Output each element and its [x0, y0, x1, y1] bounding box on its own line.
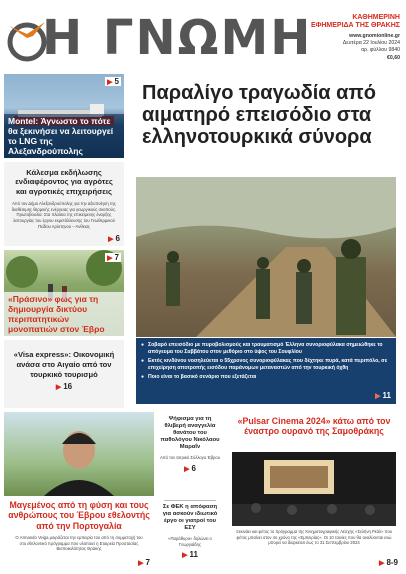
lng-teaser-text: Montel: Άγνωστο το πότε θα ξεκινήσει να λειτουργεί το LNG της Αλεξανδρούπολης — [4, 114, 124, 158]
page-ref-fek: ▶ 11 — [182, 550, 198, 560]
page-ref-call: ▶ 6 — [108, 234, 120, 243]
volunteer-headline: Μαγεμένος από τη φύση και τους ανθρώπους του Έβρου εθελοντής από την Πορτογαλία — [8, 500, 150, 531]
fek-story[interactable] — [158, 504, 222, 570]
call-body: Από τον Δήμο Αλεξανδρούπολης για την αξιοποίηση της διαθέσιμης θερμικής ενέργειας για γεωργικούς σκοπούς. Πρωτοβουλία: Στα πλαίσια της επικείμενης έναρξης λειτουργίας του έργου εκμετάλλευσης του Γεωθερμικού Πεδίου Αρίστηνου – Άνθειας — [11, 201, 117, 229]
price: €0,60 — [387, 54, 400, 61]
column-divider — [164, 500, 216, 501]
marain-story[interactable] — [158, 412, 222, 502]
visa-teaser[interactable] — [4, 340, 124, 408]
cinema-body: Ξεκινάει και φέτος το πρόγραμμα της Κινηματογραφικής Λέσχης «Σελήνη Ρεάλ» που φέτος μπαίνει στον 4ο χρόνο της «Εμπειρίας». Οι 10 ταινίες που θα αναλύονται ενώ μπορεί να διαρκέσει έως το 31 Σεπτεμβρίου 2024 — [235, 529, 393, 546]
issue-date: Δευτέρα 22 Ιουλίου 2024 — [342, 40, 400, 47]
main-story[interactable] — [128, 74, 402, 408]
call-headline: Κάλεσμα εκδήλωσης ενδιαφέροντος για αγρότες και αγροτικές επιχειρήσεις — [15, 168, 113, 196]
lng-teaser[interactable] — [4, 74, 124, 158]
cinema-headline: «Pulsar Cinema 2024» κάτω από τον έναστρο ουρανό της Σαμοθράκης — [237, 416, 391, 437]
main-bullets-box — [136, 338, 396, 404]
page-ref-visa: ▶ 16 — [55, 382, 73, 392]
border-patrol-photo — [136, 177, 396, 337]
masthead — [0, 0, 406, 72]
volunteer-story[interactable] — [4, 412, 154, 570]
call-teaser[interactable] — [4, 162, 124, 246]
evros-teaser-text: «Πράσινο» φως για τη δημιουργία δικτύου περιπατητικών μονοπατιών στον Έβρο — [4, 292, 124, 336]
page-ref-evros: ▶ 7 — [107, 253, 119, 262]
newspaper-title: Η ΓΝΩΜΗ — [42, 10, 313, 66]
main-bullet-2: ● Εκτός κινδύνου νοσηλεύεται ο 55χρονος συνοριοφύλακας που δέχτηκε πυρά, κατά περιπόλο, σε επιχείρηση αποτροπής εισόδου παράνομων μεταναστών από την τουρκική όχθη — [141, 358, 391, 372]
cinema-story[interactable] — [226, 412, 402, 570]
fek-body: «Παράθυρο» δηλώνει ο Γεωργιάδης — [168, 536, 212, 547]
page-ref-volunteer: ▶ 7 — [138, 558, 150, 567]
evros-teaser[interactable] — [4, 250, 124, 336]
main-bullet-3: ● Ποιο είναι το βασικό σενάριο που εξετάζεται — [141, 374, 348, 381]
cinema-photo — [232, 452, 396, 526]
marain-source: Από τον Ιατρικό Σύλλογο Έβρου — [159, 455, 221, 460]
page-ref-marain: ▶ 6 — [184, 463, 196, 473]
main-headline: Παραλίγο τραγωδία από αιματηρό επεισόδιο στα ελληνοτουρκικά σύνορα — [142, 82, 376, 148]
marain-headline: Ψήφισμα για τη θλιβερή αναγγελία θανάτου του παθολόγου Νικόλαου Μαραΐν — [160, 416, 220, 450]
volunteer-body: Ο Armando Veiga μοιράζεται την εμπειρία του από τη συμμετοχή του στο εθελοντικό πρόγραμμα που υλοποιεί η Εταιρεία Προστασίας Βιοποικιλότητας Θράκης — [15, 535, 143, 552]
website-link[interactable]: www.gnomionline.gr — [349, 33, 400, 39]
issue-number: αρ. φύλλου 9840 — [361, 47, 400, 54]
fek-headline: Σε ΦΕΚ η απόφαση για ασκούν ιδιωτικό έργο οι γιατροί του ΕΣΥ — [162, 504, 218, 531]
page-ref-lng: ▶ 5 — [107, 77, 119, 86]
page-ref-cinema: ▶ 8-9 — [379, 558, 398, 567]
visa-headline: «Visa express»: Οικονομική ανάσα στο Αιγαίο από τον τουρκικό τουρισμό — [13, 350, 115, 379]
volunteer-photo — [4, 412, 154, 496]
tagline-daily: ΚΑΘΗΜΕΡΙΝΗ — [352, 14, 400, 21]
main-bullet-1: ● Σοβαρό επεισόδιο με πυροβολισμούς και τραυματισμό Έλληνα συνοριοφύλακα σημειώθηκε το απόγευμα του Σαββάτου στον μεθόριο στο ύψος του Σουφλίου — [141, 342, 391, 356]
page-ref-main: ▶ 11 — [375, 391, 391, 400]
tagline-region: ΕΦΗΜΕΡΙΔΑ ΤΗΣ ΘΡΑΚΗΣ — [310, 22, 400, 29]
